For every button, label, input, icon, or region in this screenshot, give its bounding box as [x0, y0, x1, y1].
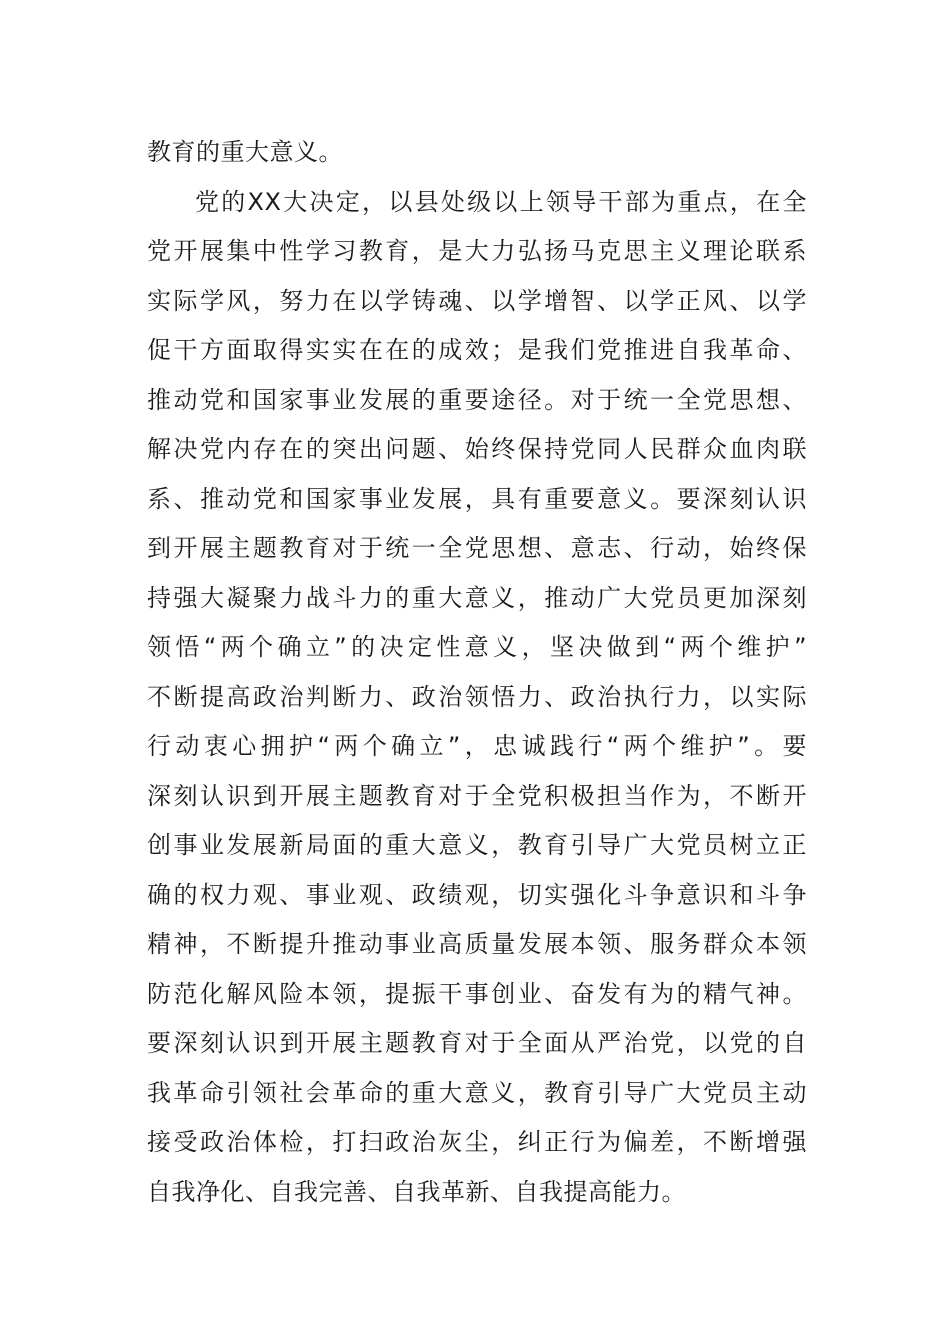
text-line: 精神，不断提升推动事业高质量发展本领、服务群众本领: [147, 930, 807, 958]
text-line: 行动衷心拥护“两个确立”，忠诚践行“两个维护”。要: [147, 732, 807, 760]
text-line: 系、推动党和国家事业发展，具有重要意义。要深刻认识: [147, 484, 807, 513]
text-line: 到开展主题教育对于统一全党思想、意志、行动，始终保: [147, 534, 807, 562]
text-line: 防范化解风险本领，提振干事创业、奋发有为的精气神。: [147, 979, 807, 1008]
text-line: 接受政治体检，打扫政治灰尘，纠正行为偏差，不断增强: [147, 1128, 807, 1156]
body-text: [147, 128, 807, 1217]
text-line: 领悟“两个确立”的决定性意义，坚决做到“两个维护”: [147, 633, 807, 661]
paragraph-first-line: 党的XX大决定，以县处级以上领导干部为重点，在全: [195, 187, 807, 216]
text-line: 确的权力观、事业观、政绩观，切实强化斗争意识和斗争: [147, 880, 807, 909]
text-line: 不断提高政治判断力、政治领悟力、政治执行力，以实际: [147, 682, 807, 711]
text-line: 深刻认识到开展主题教育对于全党积极担当作为，不断开: [147, 781, 807, 810]
text-line: 促干方面取得实实在在的成效；是我们党推进自我革命、: [147, 336, 807, 364]
text-line: 党开展集中性学习教育，是大力弘扬马克思主义理论联系: [147, 237, 807, 265]
text-line: 自我净化、自我完善、自我革新、自我提高能力。: [147, 1177, 686, 1206]
text-line: 创事业发展新局面的重大意义，教育引导广大党员树立正: [147, 831, 807, 859]
text-line: 推动党和国家事业发展的重要途径。对于统一全党思想、: [147, 385, 807, 414]
text-line: 持强大凝聚力战斗力的重大意义，推动广大党员更加深刻: [147, 583, 807, 612]
text-line: 要深刻认识到开展主题教育对于全面从严治党，以党的自: [147, 1029, 807, 1057]
text-line: 解决党内存在的突出问题、始终保持党同人民群众血肉联: [147, 435, 807, 463]
text-line: 教育的重大意义。: [147, 138, 343, 166]
text-line: 实际学风，努力在以学铸魂、以学增智、以学正风、以学: [147, 286, 807, 315]
text-line: 我革命引领社会革命的重大意义，教育引导广大党员主动: [147, 1078, 807, 1107]
